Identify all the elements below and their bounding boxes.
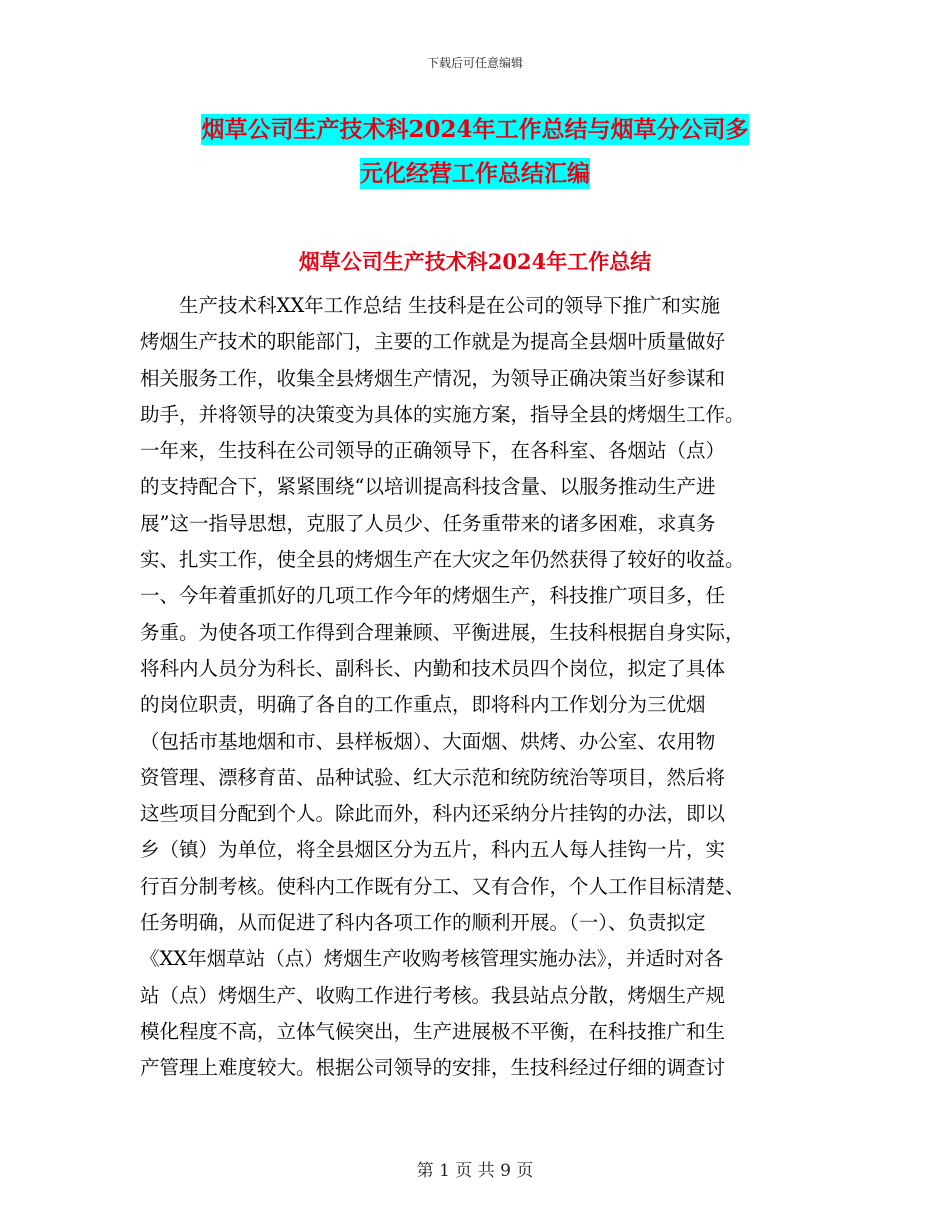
body-line: （包括市基地烟和市、县样板烟）、大面烟、烘烤、办公室、农用物 <box>140 729 716 753</box>
body-line: 站（点）烤烟生产、收购工作进行考核。我县站点分散，烤烟生产规 <box>140 983 726 1007</box>
body-line: 生产技术科XX年工作总结 生技科是在公司的领导下推广和实施 <box>140 294 720 317</box>
body-line: 将科内人员分为科长、副科长、内勤和技术员四个岗位，拟定了具体 <box>140 656 726 680</box>
body-line: 模化程度不高，立体气候突出，生产进展极不平衡，在科技推广和生 <box>140 1019 726 1043</box>
body-line: 乡（镇）为单位，将全县烟区分为五片，科内五人每人挂钩一片，实 <box>140 838 726 862</box>
body-line: 实、扎实工作，使全县的烤烟生产在大灾之年仍然获得了较好的收益。 <box>140 548 745 572</box>
body-text <box>140 288 808 1087</box>
body-line: 资管理、漂移育苗、品种试验、红大示范和统防统治等项目，然后将 <box>140 765 726 789</box>
body-line: 务重。为使各项工作得到合理兼顾、平衡进展，生技科根据自身实际， <box>140 620 745 644</box>
body-line: 助手，并将领导的决策变为具体的实施方案，指导全县的烤烟生工作。 <box>140 402 745 426</box>
body-line: 《XX年烟草站（点）烤烟生产收购考核管理实施办法》，并适时对各 <box>140 947 724 971</box>
body-line: 一年来，生技科在公司领导的正确领导下，在各科室、各烟站（点） <box>140 439 726 463</box>
body-line: 一、今年着重抓好的几项工作今年的烤烟生产，科技推广项目多，任 <box>140 584 726 608</box>
body-line: 这些项目分配到个人。除此而外，科内还采纳分片挂钩的办法，即以 <box>140 802 726 826</box>
body-line: 任务明确，从而促进了科内各项工作的顺利开展。（一）、负责拟定 <box>140 911 706 935</box>
body-line: 展”这一指导思想，克服了人员少、任务重带来的诸多困难，求真务 <box>140 511 716 535</box>
body-line: 的岗位职责，明确了各自的工作重点，即将科内工作划分为三优烟 <box>140 693 706 717</box>
document-title-line-2: 元化经营工作总结汇编 <box>360 160 590 187</box>
body-line: 烤烟生产技术的职能部门，主要的工作就是为提高全县烟叶质量做好 <box>140 330 726 354</box>
document-title-line-1: 烟草公司生产技术科2024年工作总结与烟草分公司多 <box>201 116 749 143</box>
page-footer: 第 1 页 共 9 页 <box>416 1161 534 1181</box>
body-line: 产管理上难度较大。根据公司领导的安排，生技科经过仔细的调查讨 <box>140 1056 726 1080</box>
body-line: 的支持配合下，紧紧围绕“以培训提高科技含量、以服务推动生产进 <box>140 475 716 499</box>
body-line: 相关服务工作，收集全县烤烟生产情况，为领导正确决策当好参谋和 <box>140 366 726 390</box>
body-line: 行百分制考核。使科内工作既有分工、又有合作，个人工作目标清楚、 <box>140 874 745 898</box>
section-title: 烟草公司生产技术科2024年工作总结 <box>298 249 652 274</box>
header-note: 下载后可任意编辑 <box>426 56 523 70</box>
